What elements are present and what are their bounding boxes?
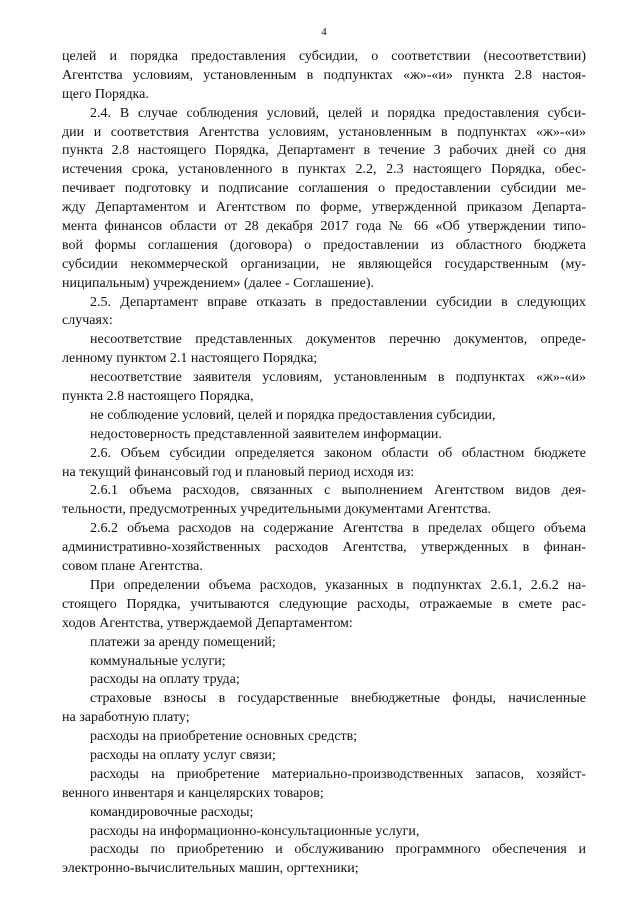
text-line: платежи за аренду помещений; xyxy=(90,634,276,650)
text-line: пункта 2.8 настоящего Порядка, xyxy=(62,389,254,405)
text-line: ниципальным) учреждением» (далее - Соглашение). xyxy=(62,275,375,291)
text-line: мента финансов области от 28 декабря 2017 года № 66 «Об утверждении типо- xyxy=(62,219,586,235)
text-line: вой формы соглашения (договора) о предоставлении из областного бюджета xyxy=(62,237,586,253)
text-line: 2.5. Департамент вправе отказать в предоставлении субсидии в следующих xyxy=(90,294,586,310)
text-line: ленному пунктом 2.1 настоящего Порядка; xyxy=(62,351,318,367)
text-line: целей и порядка предоставления субсидии, о соответствии (несоответствии) xyxy=(62,49,586,64)
text-line: стоящего Порядка, учитываются следующие расходы, отражаемые в смете рас- xyxy=(62,596,586,612)
text-line: венного инвентаря и канцелярских товаров; xyxy=(62,785,324,801)
text-line: дии и соответствия Агентства условиям, установленным в подпунктах «ж»-«и» xyxy=(62,124,586,140)
text-line: истечения срока, установленного в пунктах 2.2, 2.3 настоящего Порядка, обес- xyxy=(62,162,586,178)
text-line: ходов Агентства, утверждаемой Департаментом: xyxy=(62,615,353,631)
page-number: 4 xyxy=(321,26,327,38)
text-line: 2.6. Объем субсидии определяется законом области об областном бюджете xyxy=(90,445,586,461)
text-line: печивает подготовку и подписание соглашения о предоставлении субсидии ме- xyxy=(62,181,586,197)
text-line: 2.4. В случае соблюдения условий, целей и порядка предоставления субси- xyxy=(90,105,586,121)
text-line: электронно-вычислительных машин, оргтехники; xyxy=(62,861,359,877)
text-line: Агентства условиям, установленным в подпунктах «ж»-«и» пункта 2.8 настоя- xyxy=(62,67,586,83)
text-line: расходы на приобретение основных средств; xyxy=(90,729,358,745)
text-line: коммунальные услуги; xyxy=(90,653,226,669)
text-line: недостоверность представленной заявителем информации. xyxy=(90,426,442,442)
text-line: расходы на информационно-консультационные услуги, xyxy=(90,823,420,839)
text-line: При определении объема расходов, указанных в подпунктах 2.6.1, 2.6.2 на- xyxy=(90,577,586,593)
text-line: расходы на оплату услуг связи; xyxy=(90,747,276,763)
text-line: на текущий финансовый год и плановый период исходя из: xyxy=(62,464,415,480)
text-line: расходы на оплату труда; xyxy=(90,672,240,688)
text-line: страховые взносы в государственные внебюджетные фонды, начисленные xyxy=(90,691,586,707)
text-line: административно-хозяйственных расходов Агентства, утвержденных в финан- xyxy=(62,540,586,556)
text-line: расходы по приобретению и обслуживанию программного обеспечения и xyxy=(90,842,586,858)
text-line: 2.6.1 объема расходов, связанных с выполнением Агентством видов дея- xyxy=(90,483,586,499)
text-line: на заработную плату; xyxy=(62,710,190,726)
text-line: совом плане Агентства. xyxy=(62,559,203,575)
text-line: несоответствие представленных документов перечню документов, опреде- xyxy=(90,332,586,348)
text-line: тельности, предусмотренных учредительными документами Агентства. xyxy=(62,502,492,518)
text-line: субсидии некоммерческой организации, не являющейся государственным (му- xyxy=(62,256,586,272)
text-line: не соблюдение условий, целей и порядка предоставления субсидии, xyxy=(90,407,496,423)
text-line: 2.6.2 объема расходов на содержание Агентства в пределах общего объема xyxy=(90,521,586,537)
text-line: пункта 2.8 настоящего Порядка, Департамент в течение 3 рабочих дней со дня xyxy=(62,143,586,159)
text-line: расходы на приобретение материально-производственных запасов, хозяйст- xyxy=(90,766,586,782)
text-line: несоответствие заявителя условиям, установленным в подпунктах «ж»-«и» xyxy=(90,370,586,386)
text-line: жду Департаментом и Агентством по форме, утвержденной приказом Департа- xyxy=(62,200,586,216)
text-line: случаях: xyxy=(62,313,113,329)
text-line: командировочные расходы; xyxy=(90,804,254,820)
text-line: щего Порядка. xyxy=(62,86,149,102)
document-body xyxy=(62,48,586,879)
